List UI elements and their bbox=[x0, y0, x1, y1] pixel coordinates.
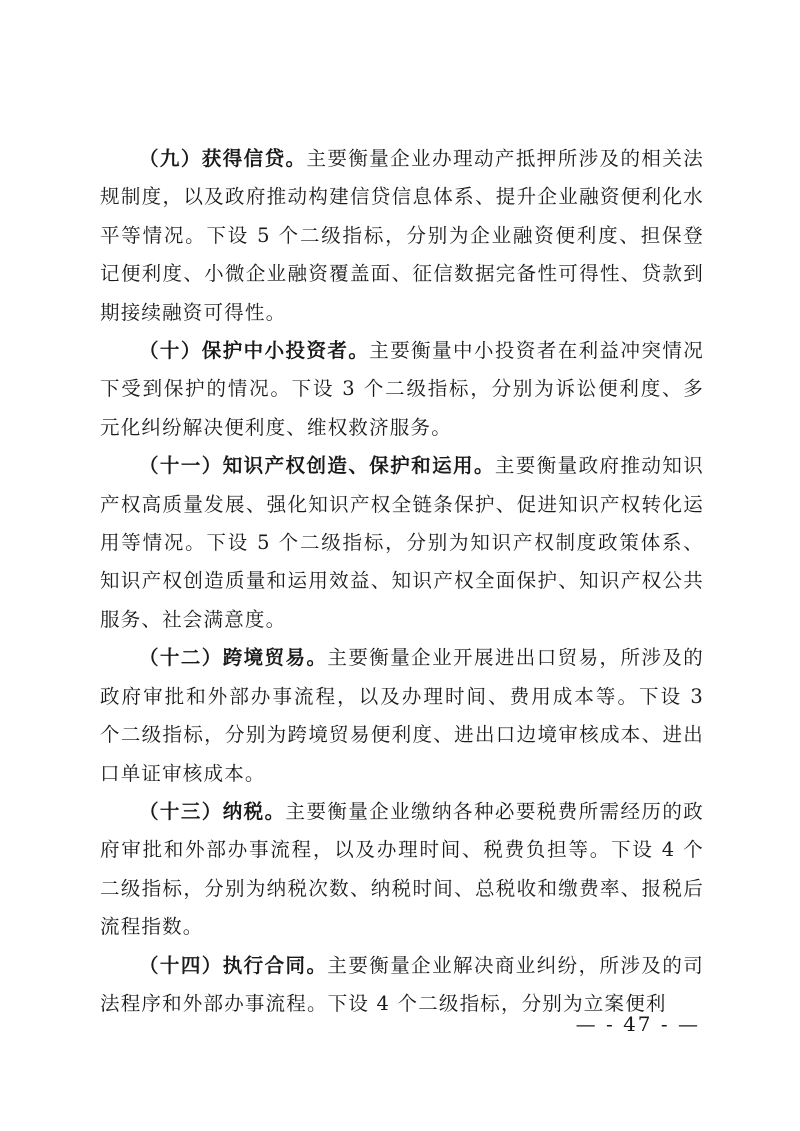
section-heading-tax: （十三）纳税。 bbox=[139, 799, 286, 823]
paragraph-investor-protection bbox=[100, 332, 704, 447]
section-heading-cross-border-trade: （十二）跨境贸易。 bbox=[139, 646, 328, 670]
paragraph-cross-border-trade bbox=[100, 639, 704, 793]
section-text-intellectual-property: 主要衡量政府推动知识产权高质量发展、强化知识产权全链条保护、促进知识产权转化运用等情况。下设 5 个二级指标，分别为知识产权制度政策体系、知识产权创造质量和运用效益、知识产权全面保护、知识产权公共服务、社会满意度。 bbox=[100, 454, 704, 631]
document-body bbox=[100, 140, 704, 1023]
page-number: — - 47 - — bbox=[575, 1012, 700, 1036]
section-heading-credit: （九）获得信贷。 bbox=[139, 147, 307, 170]
paragraph-tax bbox=[100, 793, 704, 947]
paragraph-intellectual-property bbox=[100, 447, 704, 639]
section-text-cross-border-trade: 主要衡量企业开展进出口贸易，所涉及的政府审批和外部办事流程，以及办理时间、费用成本等。下设 3 个二级指标，分别为跨境贸易便利度、进出口边境审核成本、进出口单证审核成本。 bbox=[100, 646, 704, 785]
paragraph-credit bbox=[100, 140, 704, 332]
section-heading-contract-enforcement: （十四）执行合同。 bbox=[139, 953, 328, 977]
section-text-contract-enforcement: 主要衡量企业解决商业纠纷，所涉及的司法程序和外部办事流程。下设 4 个二级指标，分别为立案便利 bbox=[100, 953, 704, 1015]
section-text-investor-protection: 主要衡量中小投资者在利益冲突情况下受到保护的情况。下设 3 个二级指标，分别为诉讼便利度、多元化纠纷解决便利度、维权救济服务。 bbox=[100, 339, 704, 439]
section-heading-investor-protection: （十）保护中小投资者。 bbox=[139, 339, 370, 363]
section-text-tax: 主要衡量企业缴纳各种必要税费所需经历的政府审批和外部办事流程，以及办理时间、税费负担等。下设 4 个二级指标，分别为纳税次数、纳税时间、总税收和缴费率、报税后流程指数。 bbox=[100, 799, 704, 939]
section-text-credit: 主要衡量企业办理动产抵押所涉及的相关法规制度，以及政府推动构建信贷信息体系、提升企业融资便利化水平等情况。下设 5 个二级指标，分别为企业融资便利度、担保登记便利度、小微企业融资覆盖面、征信数据完备性可得性、贷款到期接续融资可得性。 bbox=[100, 147, 704, 324]
section-heading-intellectual-property: （十一）知识产权创造、保护和运用。 bbox=[139, 454, 495, 478]
